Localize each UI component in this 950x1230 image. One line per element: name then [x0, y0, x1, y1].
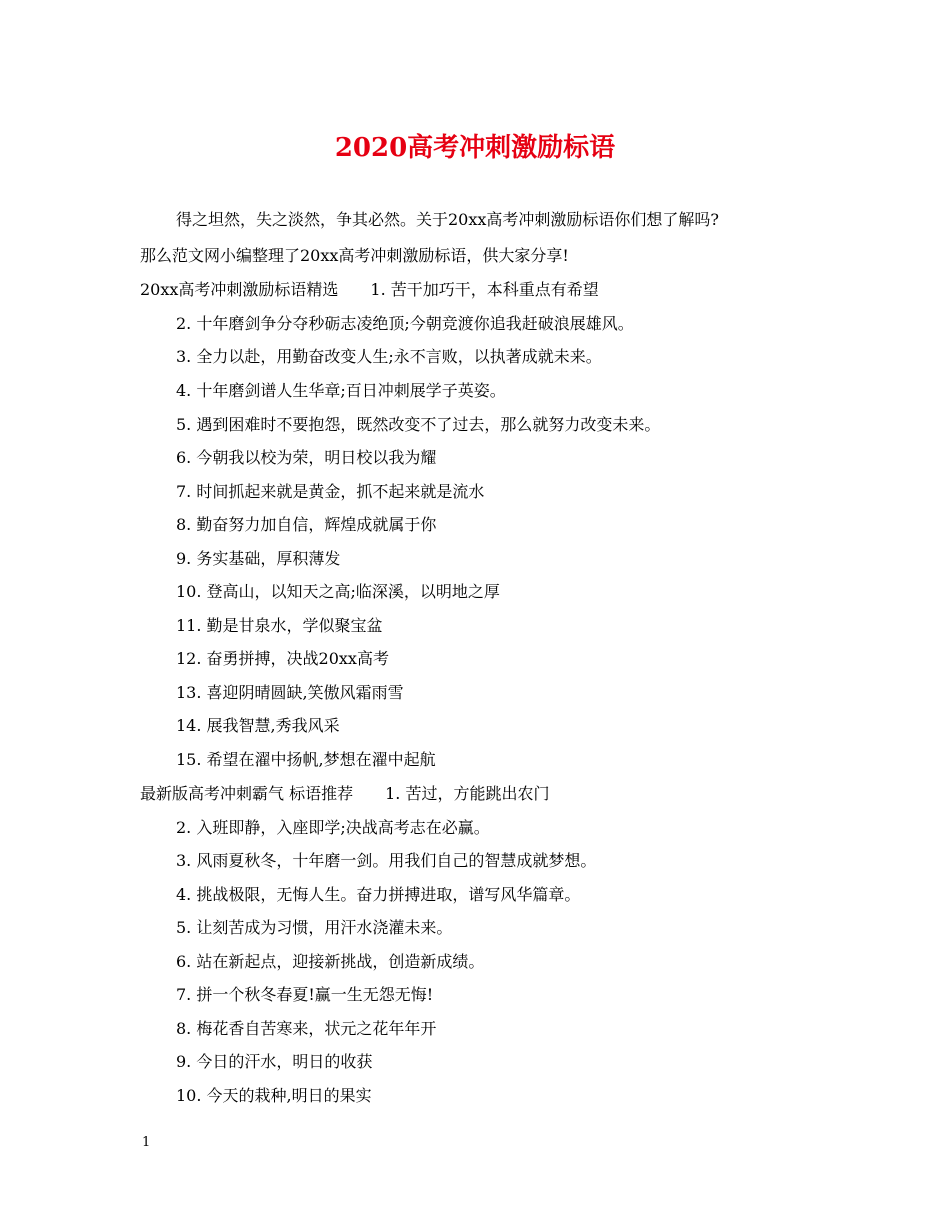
- section-1-heading: 20xx高考冲刺激励标语精选: [140, 280, 339, 299]
- section-1-item: 13. 喜迎阴晴圆缺,笑傲风霜雨雪: [176, 683, 404, 702]
- section-1-item: 10. 登高山，以知天之高;临深溪，以明地之厚: [176, 582, 500, 601]
- section-2-heading-line: [140, 782, 549, 806]
- section-2-item: 8. 梅花香自苦寒来，状元之花年年开: [176, 1019, 437, 1038]
- section-1-item: 7. 时间抓起来就是黄金，抓不起来就是流水: [176, 482, 485, 501]
- section-2-item: 5. 让刻苦成为习惯，用汗水浇灌未来。: [176, 918, 453, 937]
- section-1-item-1: 1. 苦干加巧干，本科重点有希望: [370, 280, 599, 299]
- section-1-item: 6. 今朝我以校为荣，明日校以我为耀: [176, 448, 437, 467]
- section-1-heading-line: [140, 278, 599, 302]
- section-2-item: 2. 入班即静，入座即学;决战高考志在必赢。: [176, 818, 490, 837]
- section-1-item: 8. 勤奋努力加自信，辉煌成就属于你: [176, 515, 437, 534]
- page-number: 1: [142, 1135, 151, 1150]
- section-1-item: 15. 希望在濯中扬帆,梦想在濯中起航: [176, 750, 436, 769]
- section-2-item: 4. 挑战极限，无悔人生。奋力拼搏进取，谱写风华篇章。: [176, 885, 581, 904]
- intro-paragraph-line-2: 那么范文网小编整理了20xx高考冲刺激励标语，供大家分享!: [140, 246, 569, 265]
- section-1-item: 2. 十年磨剑争分夺秒砺志凌绝顶;今朝竞渡你追我赶破浪展雄风。: [176, 314, 634, 333]
- section-1-item: 12. 奋勇拼搏，决战20xx高考: [176, 649, 389, 668]
- section-2-item: 6. 站在新起点，迎接新挑战，创造新成绩。: [176, 952, 485, 971]
- section-1-item: 9. 务实基础，厚积薄发: [176, 549, 341, 568]
- section-1-item: 4. 十年磨剑谱人生华章;百日冲刺展学子英姿。: [176, 381, 506, 400]
- section-1-item: 14. 展我智慧,秀我风采: [176, 716, 340, 735]
- section-2-heading: 最新版高考冲刺霸气 标语推荐: [140, 784, 354, 803]
- section-1-item: 5. 遇到困难时不要抱怨，既然改变不了过去，那么就努力改变未来。: [176, 415, 661, 434]
- section-2-item: 7. 拼一个秋冬春夏!赢一生无怨无悔!: [176, 985, 434, 1004]
- intro-paragraph-line-1: 得之坦然，失之淡然，争其必然。关于20xx高考冲刺激励标语你们想了解吗?: [176, 210, 719, 229]
- section-1-item: 11. 勤是甘泉水，学似聚宝盆: [176, 616, 383, 635]
- section-2-item: 9. 今日的汗水，明日的收获: [176, 1052, 373, 1071]
- section-2-item-1: 1. 苦过，方能跳出农门: [385, 784, 550, 803]
- document-title: 2020高考冲刺激励标语: [334, 133, 616, 163]
- section-2-item: 3. 风雨夏秋冬，十年磨一剑。用我们自己的智慧成就梦想。: [176, 851, 597, 870]
- section-1-item: 3. 全力以赴，用勤奋改变人生;永不言败，以执著成就未来。: [176, 347, 602, 366]
- section-2-item: 10. 今天的栽种,明日的果实: [176, 1086, 372, 1105]
